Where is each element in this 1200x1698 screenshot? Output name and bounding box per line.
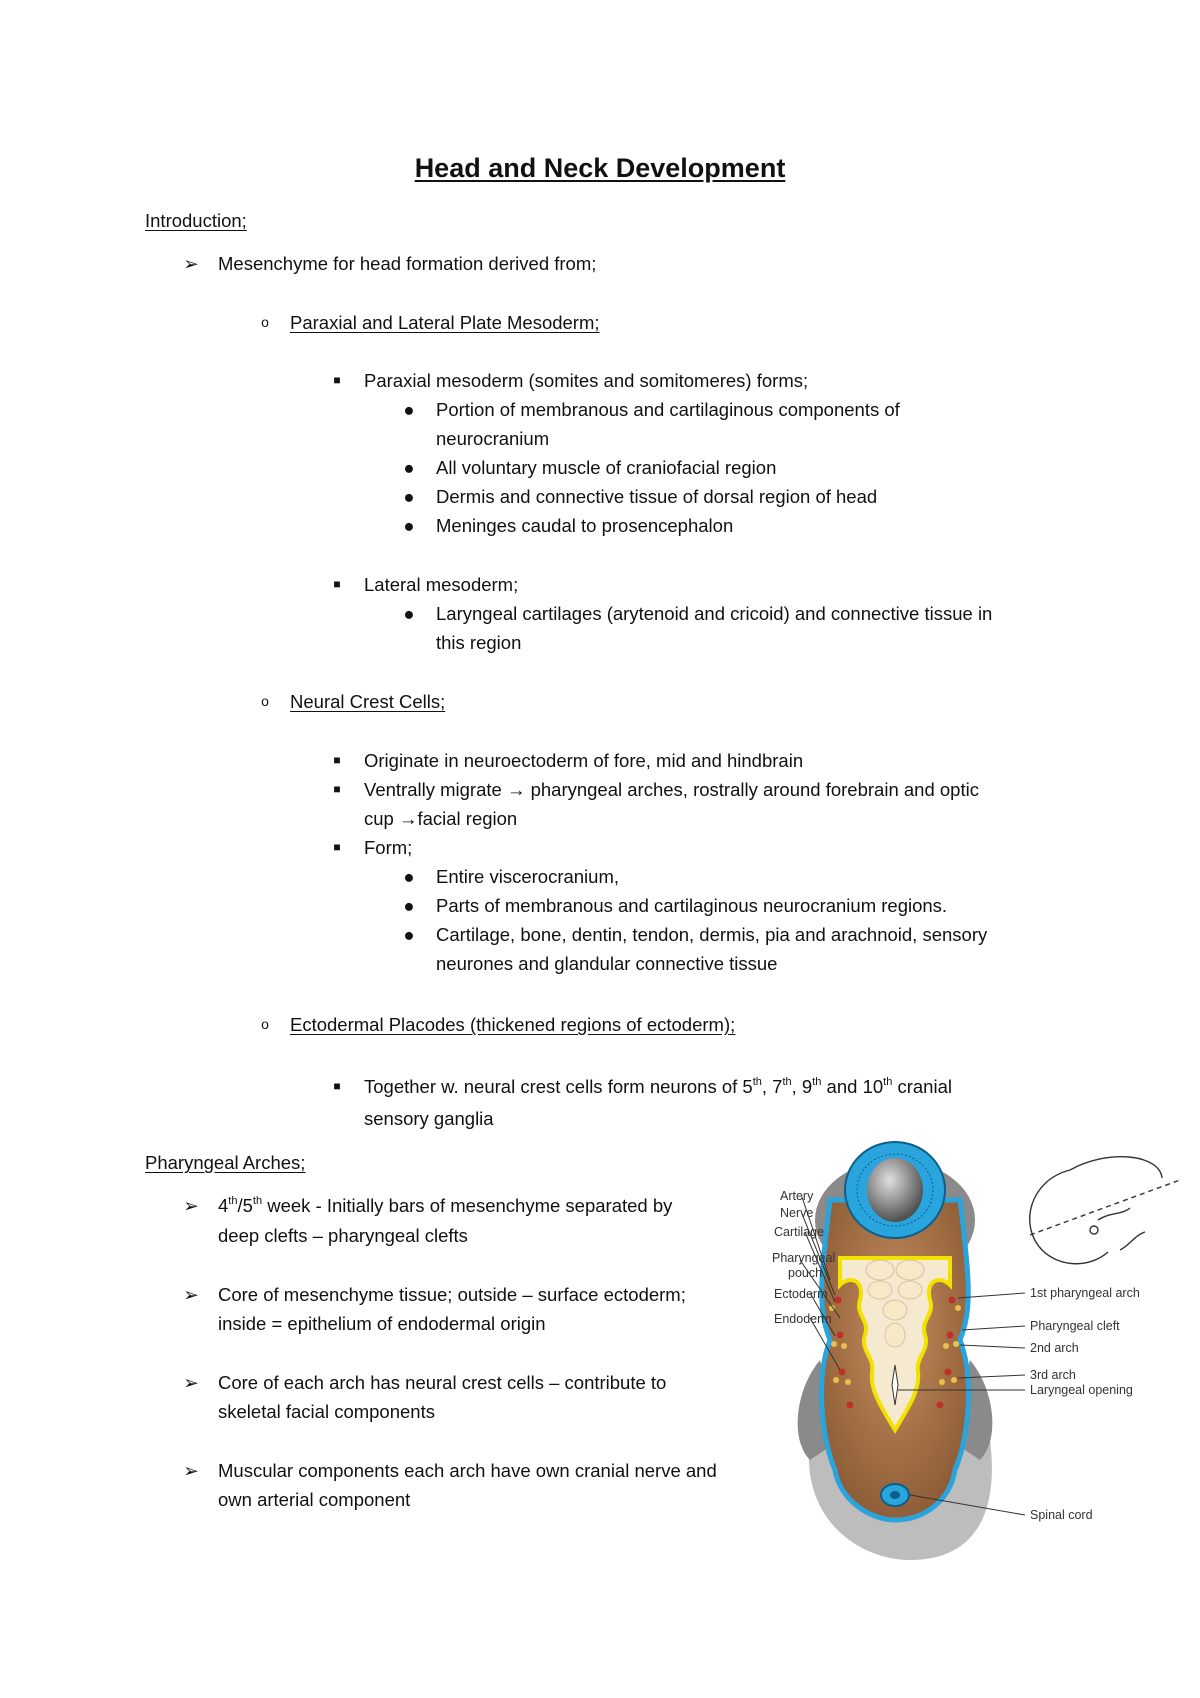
square-bullet-icon: ■ — [333, 373, 341, 387]
list-item-continuation: neurocranium — [436, 428, 550, 449]
square-bullet-icon: ■ — [333, 753, 341, 767]
label-2nd-arch: 2nd arch — [1030, 1341, 1079, 1355]
list-item-continuation: this region — [436, 632, 522, 653]
circle-bullet-icon: o — [261, 1016, 269, 1032]
dot-bullet-icon: ● — [403, 895, 415, 916]
embryo-outline-sketch — [1030, 1157, 1180, 1264]
dot-bullet-icon: ● — [403, 924, 415, 945]
pharyngeal-arches-diagram — [772, 1140, 1190, 1580]
section-heading-introduction: Introduction; — [145, 210, 247, 231]
list-item-continuation: cup →facial region — [364, 808, 518, 829]
dot-bullet-icon: ● — [403, 515, 415, 536]
list-item-continuation: inside = epithelium of endodermal origin — [218, 1313, 546, 1334]
square-bullet-icon: ■ — [333, 1079, 341, 1093]
label-artery: Artery — [780, 1189, 814, 1203]
label-cartilage: Cartilage — [774, 1225, 825, 1239]
right-arrow-icon: → — [393, 808, 418, 829]
right-arrow-icon: → — [506, 779, 526, 800]
label-1st-pharyngeal-arch: 1st pharyngeal arch — [1030, 1286, 1140, 1300]
page-title: Head and Neck Development — [414, 153, 786, 183]
arrow-bullet-icon: ➢ — [183, 1195, 199, 1216]
dot-bullet-icon: ● — [403, 603, 415, 624]
list-item-continuation: deep clefts – pharyngeal clefts — [218, 1225, 468, 1246]
label-3rd-arch: 3rd arch — [1030, 1368, 1076, 1382]
dot-bullet-icon: ● — [403, 457, 415, 478]
circle-bullet-icon: o — [261, 693, 269, 709]
square-bullet-icon: ■ — [333, 577, 341, 591]
label-endoderm: Endoderm — [774, 1312, 832, 1326]
dot-bullet-icon: ● — [403, 399, 415, 420]
dot-bullet-icon: ● — [403, 486, 415, 507]
label-nerve: Nerve — [780, 1206, 814, 1220]
list-item-continuation: neurones and glandular connective tissue — [436, 953, 778, 974]
circle-bullet-icon: o — [261, 314, 269, 330]
label-pharyngeal-cleft: Pharyngeal cleft — [1030, 1319, 1120, 1333]
list-item-continuation: sensory ganglia — [364, 1108, 494, 1129]
arrow-bullet-icon: ➢ — [183, 1372, 199, 1393]
label-pharyngeal-pouch-line2: pouch — [788, 1266, 823, 1280]
label-pharyngeal-pouch: Pharyngeal — [772, 1251, 836, 1265]
arrow-bullet-icon: ➢ — [183, 1284, 199, 1305]
arrow-bullet-icon: ➢ — [183, 1460, 199, 1481]
list-item-continuation: skeletal facial components — [218, 1401, 435, 1422]
section-heading-pharyngeal-arches: Pharyngeal Arches; — [145, 1152, 306, 1173]
list-item-continuation: own arterial component — [218, 1489, 411, 1510]
label-spinal-cord: Spinal cord — [1030, 1508, 1093, 1522]
arrow-bullet-icon: ➢ — [183, 253, 199, 274]
square-bullet-icon: ■ — [333, 782, 341, 796]
square-bullet-icon: ■ — [333, 840, 341, 854]
label-ectoderm: Ectoderm — [774, 1287, 828, 1301]
dot-bullet-icon: ● — [403, 866, 415, 887]
label-laryngeal-opening: Laryngeal opening — [1030, 1383, 1133, 1397]
